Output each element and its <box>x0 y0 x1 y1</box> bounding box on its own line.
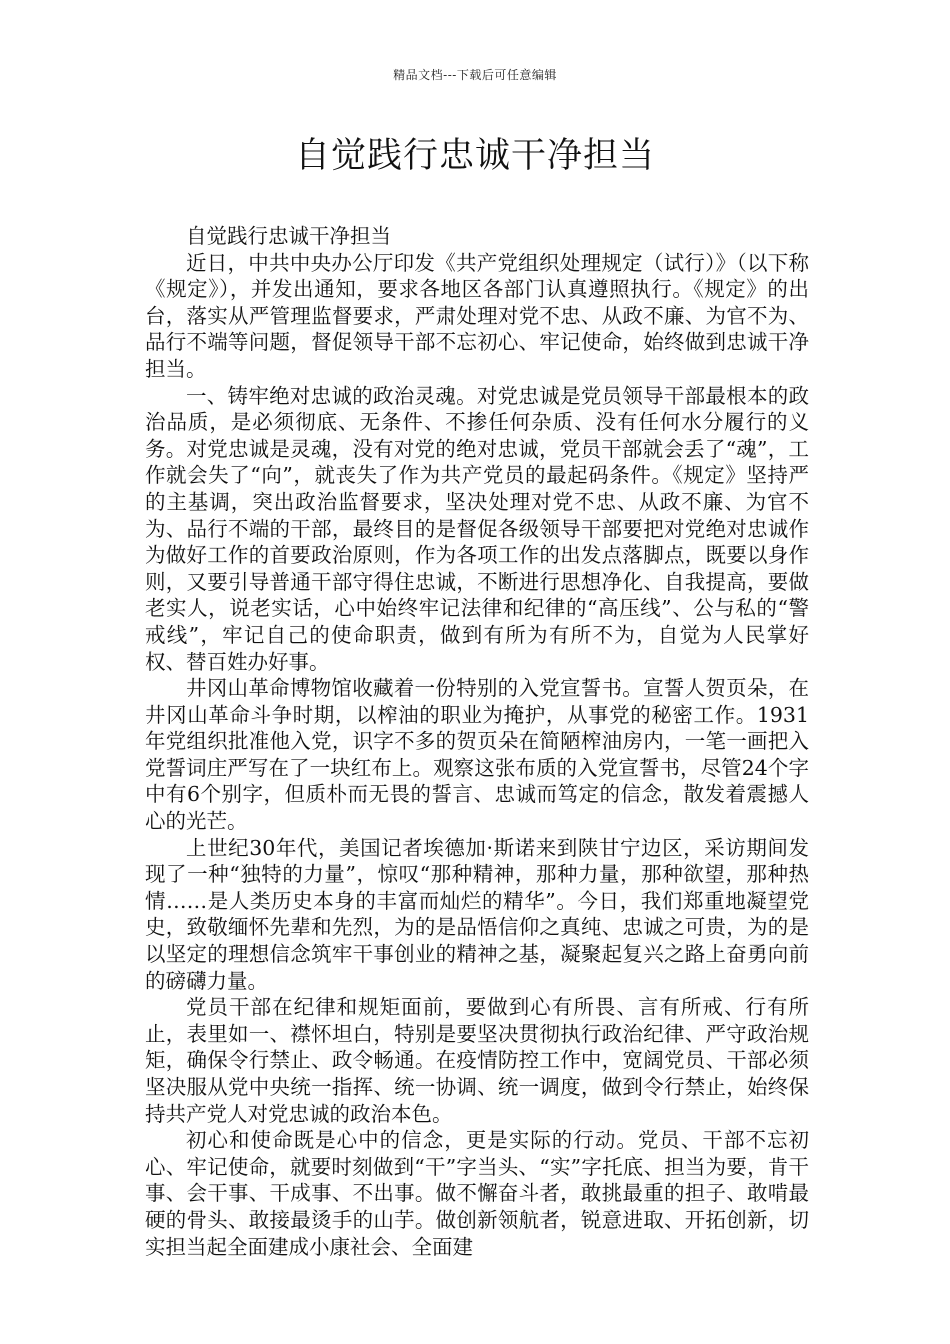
body-paragraph: 党员干部在纪律和规矩面前，要做到心有所畏、言有所戒、行有所止，表里如一、襟怀坦白，特别是要坚决贯彻执行政治纪律、严守政治规矩，确保令行禁止、政令畅通。在疫情防控工作中，宽阔党员、干部必须坚决服从党中央统一指挥、统一协调、统一调度，做到令行禁止，始终保持共产党人对党忠诚的政治本色。 <box>145 995 809 1126</box>
body-paragraph: 自觉践行忠诚干净担当 <box>186 224 391 248</box>
document-title: 自觉践行忠诚干净担当 <box>294 136 655 176</box>
body-paragraph: 初心和使命既是心中的信念，更是实际的行动。党员、干部不忘初心、牢记使命，就要时刻做到“干”字当头、“实”字托底、担当为要，肯干事、会干事、干成事、不出事。做不懈奋斗者，敢挑最重的担子、敢啃最硬的骨头、敢接最烫手的山芋。做创新领航者，锐意进取、开拓创新，切实担当起全面建成小康社会、全面建 <box>145 1128 809 1259</box>
body-paragraph: 上世纪30年代，美国记者埃德加·斯诺来到陕甘宁边区，采访期间发现了一种“独特的力量”，惊叹“那种精神，那种力量，那种欲望，那种热情……是人类历史本身的丰富而灿烂的精华”。今日，我们郑重地凝望党史，致敬缅怀先辈和先烈，为的是品悟信仰之真纯、忠诚之可贵，为的是以坚定的理想信念筑牢干事创业的精神之基，凝聚起复兴之路上奋勇向前的磅礴力量。 <box>145 835 809 993</box>
body-paragraph: 井冈山革命博物馆收藏着一份特别的入党宣誓书。宣誓人贺页朵，在井冈山革命斗争时期，以榨油的职业为掩护，从事党的秘密工作。1931年党组织批准他入党，识字不多的贺页朵在简陋榨油房内，一笔一画把入党誓词庄严写在了一块红布上。观察这张布质的入党宣誓书，尽管24个字中有6个别字，但质朴而无畏的誓言、忠诚而笃定的信念，散发着震撼人心的光芒。 <box>145 676 809 834</box>
header-note: 精品文档---下载后可任意编辑 <box>393 68 557 82</box>
document-body <box>145 223 809 1260</box>
body-paragraph: 近日，中共中央办公厅印发《共产党组织处理规定（试行）》（以下称《规定》），并发出通知，要求各地区各部门认真遵照执行。《规定》的出台，落实从严管理监督要求，严肃处理对党不忠、从政不廉、为官不为、品行不端等问题，督促领导干部不忘初心、牢记使命，始终做到忠诚干净担当。 <box>145 250 809 381</box>
body-paragraph: 一、铸牢绝对忠诚的政治灵魂。对党忠诚是党员领导干部最根本的政治品质，是必须彻底、无条件、不掺任何杂质、没有任何水分履行的义务。对党忠诚是灵魂，没有对党的绝对忠诚，党员干部就会丢了“魂”，工作就会失了“向”，就丧失了作为共产党员的最起码条件。《规定》坚持严的主基调，突出政治监督要求，坚决处理对党不忠、从政不廉、为官不为、品行不端的干部，最终目的是督促各级领导干部要把对党绝对忠诚作为做好工作的首要政治原则，作为各项工作的出发点落脚点，既要以身作则，又要引导普通干部守得住忠诚，不断进行思想净化、自我提高，要做老实人，说老实话，心中始终牢记法律和纪律的“高压线”、公与私的“警戒线”，牢记自己的使命职责，做到有所为有所不为，自觉为人民掌好权、替百姓办好事。 <box>145 383 809 674</box>
